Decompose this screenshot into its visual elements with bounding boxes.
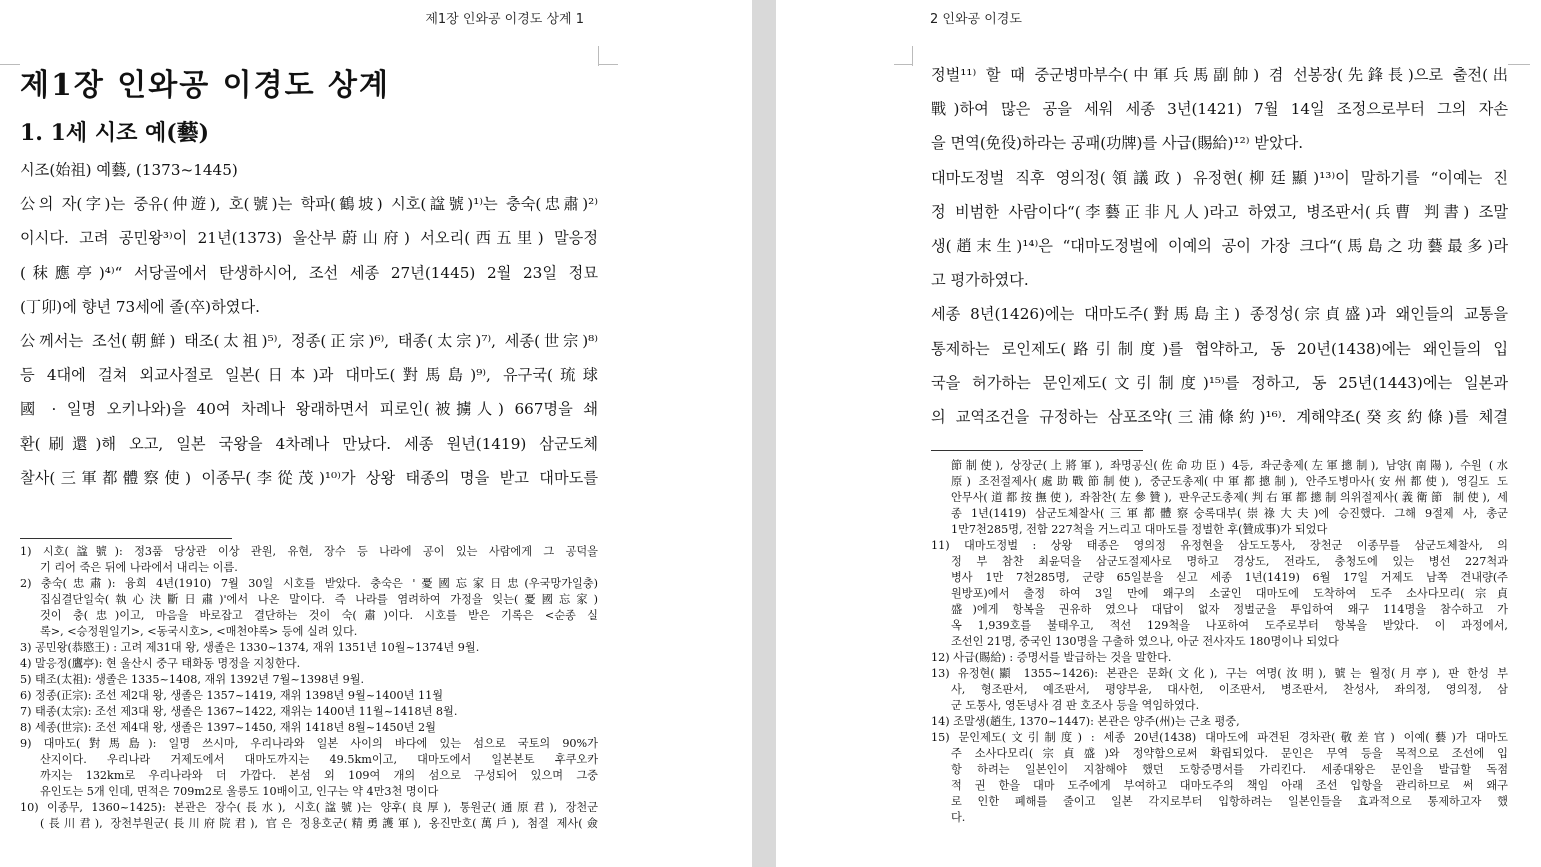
paragraph-line: 정벌¹¹⁾ 할 때 중군병마부수(中軍兵馬副帥) 겸 선봉장(先鋒長)으로 출전(出 — [931, 66, 1508, 84]
paragraph-line: (秣應亭)⁴⁾“ 서당골에서 탄생하시어, 조선 세종 27년(1445) 2월 23일 정묘 — [20, 263, 598, 282]
footnote-line: 4) 말응정(鷹亭): 현 울산시 중구 태화동 명정을 지칭한다. — [20, 657, 301, 670]
paragraph-line: 公께서는 조선(朝鮮) 태조(太祖)⁵⁾, 정종(正宗)⁶⁾, 태종(太宗)⁷⁾, 세종(世宗)⁸⁾ — [20, 331, 598, 350]
footnote-line: 유인도는 5개 인데, 면적은 709m2로 울릉도 10배이고, 인구는 약 4만3천 명이다 — [40, 785, 439, 798]
footnote-separator — [931, 450, 1143, 451]
footnote-line: 2) 충숙(忠肅): 융희 4년(1910) 7월 30일 시호를 받았다. 충숙은 '憂國忘家日忠(우국망가일충) — [20, 577, 598, 590]
paragraph-line: 통제하는 로인제도(路引制度)를 협약하고, 동 20년(1438)에는 왜인들의 입 — [931, 339, 1508, 358]
crop-mark — [598, 64, 618, 66]
footnote-line: 까지는 132km로 우리나라와 더 가깝다. 본섬 외 109여 개의 섬으로 구성되어 있으며 그중 — [40, 769, 598, 782]
paragraph-line: 국을 허가하는 문인제도(文引制度)¹⁵⁾를 정하고, 동 25년(1443)에는 일본과 — [931, 373, 1508, 392]
footnotes — [931, 458, 1508, 826]
footnote-line: 조선인 21명, 중국인 130명을 구출하 였으나, 아군 전사자도 180명이나 되었다 — [951, 635, 1339, 648]
footnote-line: 것이 충(忠)이고, 마음을 바로잡고 결단하는 것이 숙(肅)이다. 시호를 받은 기록은 <순종 실 — [40, 609, 598, 622]
footnote-line: 안무사(道都按撫使), 좌참찬(左參贊), 판우군도총제(判右軍都摠制의위절제사(義衛節 制使), 세 — [951, 491, 1508, 504]
footnote-line: 기 리어 죽은 뒤에 나라에서 내리는 이름. — [40, 561, 238, 574]
crop-mark — [598, 46, 600, 66]
footnote-line: 다. — [951, 811, 966, 824]
footnote-line: 5) 태조(太祖): 생졸은 1335~1408, 재위 1392년 7월~1398년 9월. — [20, 673, 365, 686]
footnote-line: 군 도통사, 영돈녕사 겸 판 호조사 등을 역임하였다. — [951, 699, 1200, 712]
footnote-line: 6) 정종(正宗): 조선 제2대 왕, 생졸은 1357~1419, 재위 1398년 9월~1400년 11월 — [20, 689, 444, 702]
paragraph-line: 찰사(三軍都體察使) 이종무(李從茂)¹⁰⁾가 상왕 태종의 명을 받고 대마도를 — [20, 468, 598, 487]
crop-mark — [894, 64, 913, 66]
crop-mark — [912, 46, 914, 66]
footnote-line: 9) 대마도(對馬島): 일명 쓰시마, 우리나라와 일본 사이의 바다에 있는 섬으로 국토의 90%가 — [20, 737, 598, 750]
document-page-left — [0, 0, 752, 867]
running-header: 제1장 인와공 이경도 상계 1 — [425, 12, 584, 27]
running-header: 2 인와공 이경도 — [930, 12, 1022, 27]
paragraph-line: 시조(始祖) 예藝, (1373~1445) — [20, 161, 238, 179]
paragraph-line: 公의 자(字)는 중유(仲遊), 호(號)는 학파(鶴坡) 시호(諡號)¹⁾는 충숙(忠肅)²⁾ — [20, 195, 598, 214]
page-body — [20, 60, 598, 495]
footnote-line: 항 하려는 일본인이 지참해야 했던 도항증명서를 가리킨다. 세종대왕은 문인을 발급할 독점 — [951, 763, 1508, 776]
footnote-line: 원방포)에서 출정 하여 3일 만에 왜구의 소굴인 대마도에 도착하여 도주 소사다모리(宗貞 — [951, 587, 1508, 600]
footnote-line: 1만7천285명, 전함 227척을 거느리고 대마도를 정벌한 후(贊成事)가 되었다 — [951, 523, 1328, 536]
footnote-line: 節制使), 상장군(上將軍), 좌명공신(佐命功臣) 4등, 좌군총제(左軍摠制), 남양(南陽), 수원 (水 — [951, 459, 1508, 472]
footnote-line: 10) 이종무, 1360~1425): 본관은 장수(長水), 시호(諡號)는 양후(良厚), 통원군(通原君), 장천군 — [20, 801, 598, 814]
footnote-line: 盛)에게 항복을 권유하 였으나 대답이 없자 정벌군을 투입하여 왜구 114명을 참수하고 가 — [951, 603, 1508, 616]
footnote-line: 사, 형조판서, 예조판서, 평양부윤, 대사헌, 이조판서, 병조판서, 찬성사, 좌의정, 영의정, 삼 — [951, 683, 1508, 696]
paragraph-line: 國 · 일명 오키나와)을 40여 차례나 왕래하면서 피로인(被擄人) 667명을 쇄 — [20, 400, 598, 419]
paragraph-line: 戰)하여 많은 공을 세워 세종 3년(1421) 7월 14일 조정으로부터 그의 자손 — [931, 100, 1508, 119]
footnote-line: (長川君), 장천부원군(長川府院君), 官은 정용호군(精勇護軍), 옹진만호(萬戶), 첨절 제사(僉 — [40, 817, 598, 830]
footnote-line: 주 소사다모리(宗貞盛)와 정약함으로써 확립되었다. 문인은 무역 등을 목적으로 조선에 입 — [951, 747, 1508, 760]
footnote-line: 옥 1,939호를 불태우고, 적선 129척을 나포하여 도주로부터 항복을 받았다. 이 과정에서, — [951, 619, 1508, 632]
footnote-line: 8) 세종(世宗): 조선 제4대 왕, 생졸은 1397~1450, 재위 1418년 8월~1450년 2월 — [20, 721, 436, 734]
footnote-line: 15) 문인제도(文引制度) : 세종 20년(1438) 대마도에 파견된 경차관(敬差官) 이예(藝)가 대마도 — [931, 731, 1508, 744]
footnote-line: 산지이다. 우리나라 거제도에서 대마도까지는 49.5km이고, 대마도에서 일본본토 후쿠오카 — [40, 753, 598, 766]
paragraph-line: 환(刷還)해 오고, 일본 국왕을 4차례나 만났다. 세종 원년(1419) 삼군도체 — [20, 434, 598, 453]
footnote-line: 로 인한 폐해를 줄이고 일본 각지로부터 입항하려는 일본인들을 효과적으로 통제하고자 했 — [951, 795, 1508, 808]
paragraph-line: (丁卯)에 향년 73세에 졸(卒)하였다. — [20, 297, 260, 316]
footnote-line: 原) 조전절제사(處助戰節制使), 중군도총제(中軍都摠制), 안주도병마사(安州都使), 영길도 도 — [951, 475, 1508, 488]
footnote-line: 종 1년(1419) 삼군도체찰사(三軍都體察숭록대부(崇祿大夫)에 승진했다. 그해 9절제 사, 총군 — [951, 507, 1508, 520]
footnote-line: 12) 사급(賜給) : 증명서를 발급하는 것을 말한다. — [931, 651, 1172, 664]
footnote-line: 집심결단일숙(執心決斷日肅)'에서 나온 말이다. 즉 나라를 염려하여 가정을 잊는(憂國忘家) — [40, 593, 598, 606]
footnote-line: 7) 태종(太宗): 조선 제3대 왕, 생졸은 1367~1422, 재위는 1400년 11월~1418년 8월. — [20, 705, 458, 718]
footnote-separator — [20, 538, 232, 539]
page-body — [931, 58, 1508, 434]
paragraph-line: 생(趙末生)¹⁴⁾은 “대마도정벌에 이예의 공이 가장 크다“(馬島之功藝最多)라 — [931, 236, 1508, 255]
paragraph-line: 등 4대에 걸쳐 외교사절로 일본(日本)과 대마도(對馬島)⁹⁾, 유구국(琉球 — [20, 366, 598, 385]
paragraph-line: 의 교역조건을 규정하는 삼포조약(三浦條約)¹⁶⁾. 계해약조(癸亥約條)를 체결 — [931, 407, 1508, 426]
document-page-right — [776, 0, 1541, 867]
footnote-line: 11) 대마도정벌 : 상왕 태종은 영의정 유정현을 삼도도통사, 장천군 이종무를 삼군도체찰사, 의 — [931, 539, 1508, 552]
footnote-line: 14) 조말생(趙生, 1370~1447): 본관은 양주(州)는 근초 평중, — [931, 715, 1240, 728]
footnote-line: 병사 1만 7천285명, 군량 65일분을 싣고 세종 1년(1419) 6월 17일 거제도 남쪽 견내량(주 — [951, 571, 1508, 584]
section-title: 1. 1세 시조 예(藝) — [20, 120, 210, 146]
crop-mark — [1508, 64, 1530, 66]
paragraph-line: 세종 8년(1426)에는 대마도주(對馬島主) 종정성(宗貞盛)과 왜인들의 교통을 — [931, 305, 1508, 324]
paragraph-line: 고 평가하였다. — [931, 271, 1029, 290]
crop-mark — [0, 46, 20, 65]
paragraph-line: 이시다. 고려 공민왕³⁾이 21년(1373) 울산부蔚山府) 서오리(西五里) 말응정 — [20, 229, 598, 248]
chapter-title: 제1장 인와공 이경도 상계 — [20, 68, 391, 103]
footnote-line: 1) 시호(諡號): 정3품 당상관 이상 관원, 유현, 장수 등 나라에 공이 있는 사람에게 그 공덕을 — [20, 545, 598, 558]
footnote-line: 13) 유정현(顯 1355~1426): 본관은 문화(文化), 구는 여명(汝明), 號는 월정(月亭), 판 한성 부 — [931, 667, 1508, 680]
footnote-line: 적 권 한을 대마 도주에게 부여하고 대마도주의 책임 아래 조선 입항을 관리하므로 써 왜구 — [951, 779, 1508, 792]
footnote-line: 3) 공민왕(恭愍王) : 고려 제31대 왕, 생졸은 1330~1374, 재위 1351년 10월~1374년 9월. — [20, 641, 480, 654]
footnote-line: 정 부 참찬 최윤덕을 삼군도절제사로 명하고 경상도, 전라도, 충청도에 있는 병선 227척과 — [951, 555, 1508, 568]
paragraph-line: 대마도정벌 직후 영의정(領議政) 유정현(柳廷顯)¹³⁾이 말하기를 “이예는 진 — [931, 168, 1508, 187]
paragraph-line: 을 면역(免役)하라는 공패(功牌)를 사급(賜給)¹²⁾ 받았다. — [931, 134, 1304, 153]
footnotes — [20, 544, 598, 832]
footnote-line: 록>, <승정원일기>, <동국시호>, <매천야록> 등에 실려 있다. — [40, 625, 358, 638]
paragraph-line: 정 비범한 사람이다“(李藝正非凡人)라고 하였고, 병조판서(兵曹 判書) 조말 — [931, 202, 1508, 221]
